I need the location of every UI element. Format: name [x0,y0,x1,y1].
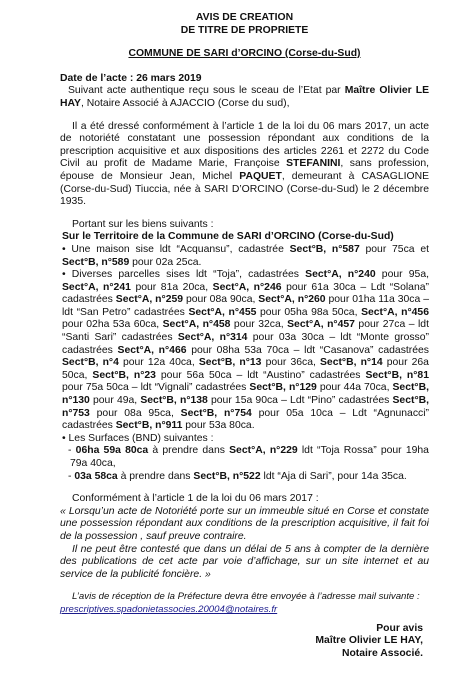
text-segment: pour 32ca, [230,319,288,331]
text-segment: pour 61a 30ca – Ldt “Solana” cadastrées [62,281,429,306]
text-segment: pour 44a 70ca, [316,382,393,394]
biens-intro: Portant sur les biens suivants : [72,218,214,230]
cadastre-reference: Sect°B, n°911 [115,420,183,432]
text-segment: pour 05a 10ca – Ldt “Agnunacci” cadastrées [62,407,429,432]
cadastre-reference: 03a 58ca [74,470,118,482]
surface-item-2 [60,471,429,484]
text-segment: pour 08ha 53a 70ca – ldt “Casanova” cadastrées [186,344,429,356]
text-segment: ldt “Toja Rossa” pour 19ha 79a 40ca, [70,445,429,469]
text-segment: pour 36ca, [261,357,320,369]
cadastre-reference: Sect°B, n°81 [365,369,429,381]
cadastre-reference: Sect°B, n°589 [62,256,130,268]
cadastre-reference: Sect°B, n°587 [289,243,360,255]
notary-email-link[interactable]: prescriptives.spadonietassocies.20004@notaires.fr [60,603,278,615]
signature-title: Notaire Associé. [341,647,423,659]
cadastre-reference: Sect°B, n°23 [92,369,156,381]
beneficiary-surname: STEFANINI [286,158,341,170]
notaire-name: Maître Olivier LE HAY [60,85,429,109]
cadastre-reference: Sect°A, n°246 [212,281,282,293]
text-segment: pour 75a 50ca – ldt “Vignali” cadastrées [62,382,250,394]
text-segment: • Diverses parcelles sises ldt “Toja”, cadastrées [62,269,306,281]
notice-title [60,12,429,37]
cadastre-reference: Sect°A, n°466 [117,344,187,356]
cadastre-reference: Sect°A, n°458 [162,319,231,331]
text-segment: pour 08a 90ca, [183,294,259,306]
cadastre-reference: Sect°B, n°14 [319,357,383,369]
notoriete-paragraph [60,121,429,209]
parcelles-item [60,269,429,433]
cadastre-reference: Sect°B, n°754 [180,407,252,419]
text-segment: pour 08a 95ca, [89,407,181,419]
cadastre-reference: Sect°B, n°4 [62,357,119,369]
text-segment: - [68,470,75,482]
text-segment: pour 53a 80ca. [182,420,255,432]
text-segment: pour 12a 40ca, [118,357,199,369]
maison-item [60,244,429,269]
acte-date: Date de l’acte : 26 mars 2019 [60,72,202,84]
text-segment: pour 02ha 53a 60ca, [62,319,163,331]
text-segment: pour 56a 50ca – ldt “Austino” cadastrées [155,369,366,381]
text-segment: • Une maison sise ldt “Acquansu”, cadastrée [62,243,290,255]
notoriete-text-a: Il a été dressé conformément à l’article 1 de la loi du 06 mars 2017, un acte de notoriété constatant une possession répondant aux conditions de la prescription acquisitive et aux dispositions des articles 2261 et 2272 du Code Civil au profit de Madame Marie, Françoise [60,120,429,170]
text-segment: pour 15a 90ca – Ldt “Pino” cadastrées [207,395,393,407]
spouse-surname: PAQUET [239,170,282,182]
cadastre-reference: Sect°A, n°260 [258,294,326,306]
cadastre-reference: Sect°A, n°456 [361,306,429,318]
surfaces-intro: • Les Surfaces (BND) suivantes : [62,432,214,444]
cadastre-reference: Sect°A, n°229 [229,445,298,457]
notoriete-text-b: , sans profession, épouse de Monsieur Jean, Michel [60,158,430,182]
text-segment: à prendre dans [148,445,230,457]
signature-block [60,623,429,661]
cadastre-reference: Sect°A, n°457 [287,319,355,331]
text-segment: - [68,445,76,457]
text-segment: ldt “Aja di Sari”, pour 14a 35ca. [260,470,407,482]
text-segment: pour 95a, [375,269,429,281]
cadastre-reference: Sect°B, n°753 [62,395,429,419]
cadastre-reference: 06ha 59a 80ca [75,445,149,457]
territoire-heading: Sur le Territoire de la Commune de SARI d’ORCINO (Corse-du-Sud) [62,231,394,243]
acte-intro-text-2: , Notaire Associé à AJACCIO (Corse du sud), [80,97,290,109]
acte-intro-paragraph [60,85,429,110]
signature-pour-avis: Pour avis [376,622,423,634]
text-segment: pour 01ha 11a 30ca – ldt “San Petro” cadastrées [62,294,429,318]
surface-item-1 [60,445,429,470]
text-segment: pour 27ca – ldt “Santi Sari” cadastrées [62,319,429,344]
title-line-1: AVIS DE CREATION [195,12,294,23]
cadastre-reference: Sect°B, n°13 [198,357,262,369]
avis-reception-text: L’avis de réception de la Préfecture devra être envoyée à l’adresse mail suivante : [72,591,420,603]
cadastre-reference: Sect°B, n°130 [62,382,429,407]
cadastre-reference: Sect°B, n°129 [249,382,317,394]
text-segment: pour 49a, [89,395,141,407]
cadastre-reference: Sect°A, n°259 [115,294,184,306]
loi-quote-1: « Lorsqu’un acte de Notoriété porte sur un immeuble situé en Corse et constate une possession répondant aux conditions de la prescription acquisitive, il fait foi de la possession , sauf preuve contraire. [60,505,429,542]
title-line-2: DE TITRE DE PROPRIETE [180,24,309,36]
text-segment: pour 02a 25ca. [129,256,202,268]
cadastre-reference: Sect°A, n°455 [188,306,257,318]
commune-heading: COMMUNE DE SARI d’ORCINO (Corse-du-Sud) [128,48,361,60]
loi-quote-2: Il ne peut être contesté que dans un délai de 5 ans à compter de la dernière des publications de cet acte par voie d’affichage, sur un site internet et au service de la publicité foncière. » [60,543,429,580]
text-segment: pour 26a 50ca, [62,357,429,381]
cadastre-reference: Sect°A, n°314 [177,332,248,344]
text-segment: pour 05ha 98a 50ca, [256,306,362,318]
cadastre-reference: Sect°B, n°138 [140,395,208,407]
loi-intro: Conformément à l’article 1 de la loi du 06 mars 2017 : [72,493,319,505]
text-segment: pour 03a 30ca – ldt “Monte grosso” cadastrées [62,332,429,356]
acte-intro-text-1: Suivant acte authentique reçu sous le sceau de l’Etat par [68,85,345,97]
cadastre-reference: Sect°A, n°240 [305,269,376,281]
signature-name: Maître Olivier LE HAY, [315,635,423,647]
text-segment: pour 75ca et [359,243,429,255]
text-segment: pour 81a 20ca, [130,281,213,293]
text-segment: à prendre dans [117,470,194,482]
cadastre-reference: Sect°B, n°522 [193,470,261,482]
cadastre-reference: Sect°A, n°241 [62,281,131,293]
notoriete-text-c: , demeurant à CASAGLIONE (Corse-du-Sud) Tiuccia, née à SARI D’ORCINO (Corse-du-Sud) le 2 décembre 1935. [60,170,430,208]
